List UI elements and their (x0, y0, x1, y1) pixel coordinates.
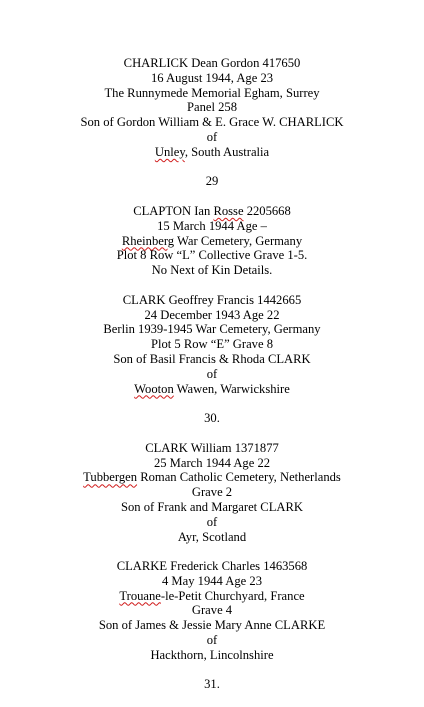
record-parents: Son of James & Jessie Mary Anne CLARKE (98, 618, 326, 633)
record-home: Ayr, Scotland (177, 529, 247, 544)
record-name (0, 204, 424, 219)
record-charlick (0, 56, 424, 160)
record-date-age: 4 May 1944 Age 23 (161, 573, 263, 588)
record-location: Grave 4 (191, 603, 233, 618)
record-clarke-frederick (0, 559, 424, 663)
record-parents: Son of Frank and Margaret CLARK (120, 499, 303, 514)
record-name: CLARKE Frederick Charles 1463568 (116, 559, 308, 574)
spellcheck-flagged-word[interactable]: Trouane (119, 588, 161, 603)
record-date-age: 15 March 1944 Age – (157, 218, 267, 233)
record-home: Hackthorn, Lincolnshire (150, 647, 274, 662)
record-home (0, 145, 424, 160)
record-date-age: 25 March 1944 Age 22 (153, 455, 271, 470)
record-location: Plot 5 Row “E” Grave 8 (150, 337, 274, 352)
record-parents: Son of Gordon William & E. Grace W. CHARLICK (80, 115, 344, 130)
record-home-rest: , South Australia (184, 144, 270, 159)
record-memorial-rest: Roman Catholic Cemetery, Netherlands (137, 470, 341, 485)
record-name-pre: CLAPTON Ian (133, 203, 214, 218)
record-name: CLARK William 1371877 (145, 440, 279, 455)
record-home-rest: Wawen, Warwickshire (173, 381, 290, 396)
record-memorial: Berlin 1939-1945 War Cemetery, Germany (103, 322, 321, 337)
spellcheck-flagged-word[interactable]: Rheinberg (121, 233, 175, 248)
record-memorial (0, 234, 424, 249)
record-name: CLARK Geoffrey Francis 1442665 (122, 292, 302, 307)
page-number: 31. (204, 677, 220, 692)
record-parents: Son of Basil Francis & Rhoda CLARK (113, 351, 311, 366)
record-location: Grave 2 (191, 485, 233, 500)
record-memorial (0, 470, 424, 485)
record-memorial (0, 589, 424, 604)
record-clark-william (0, 441, 424, 545)
record-name-post: 2205668 (243, 203, 291, 218)
record-clapton (0, 204, 424, 278)
page-number: 30. (204, 411, 220, 426)
record-of: of (206, 633, 218, 648)
record-date-age: 24 December 1943 Age 22 (144, 307, 280, 322)
record-location: Panel 258 (186, 100, 238, 115)
record-next-of-kin: No Next of Kin Details. (151, 263, 273, 278)
document-page (0, 56, 424, 692)
record-of: of (206, 366, 218, 381)
record-memorial: The Runnymede Memorial Egham, Surrey (104, 85, 320, 100)
record-date-age: 16 August 1944, Age 23 (150, 70, 274, 85)
record-location: Plot 8 Row “L” Collective Grave 1-5. (116, 248, 308, 263)
record-of: of (206, 514, 218, 529)
record-home (0, 382, 424, 397)
spellcheck-flagged-word[interactable]: Wooton (134, 381, 174, 396)
record-name: CHARLICK Dean Gordon 417650 (123, 56, 301, 70)
page-number: 29 (205, 174, 219, 189)
spellcheck-flagged-word[interactable]: Rosse (213, 203, 244, 218)
record-memorial-rest: -le-Petit Churchyard, France (160, 588, 305, 603)
record-clark-geoffrey (0, 293, 424, 397)
record-memorial-rest: War Cemetery, Germany (174, 233, 303, 248)
spellcheck-flagged-word[interactable]: Unley (154, 144, 185, 159)
spellcheck-flagged-word[interactable]: Tubbergen (83, 470, 138, 485)
record-of: of (206, 129, 218, 144)
